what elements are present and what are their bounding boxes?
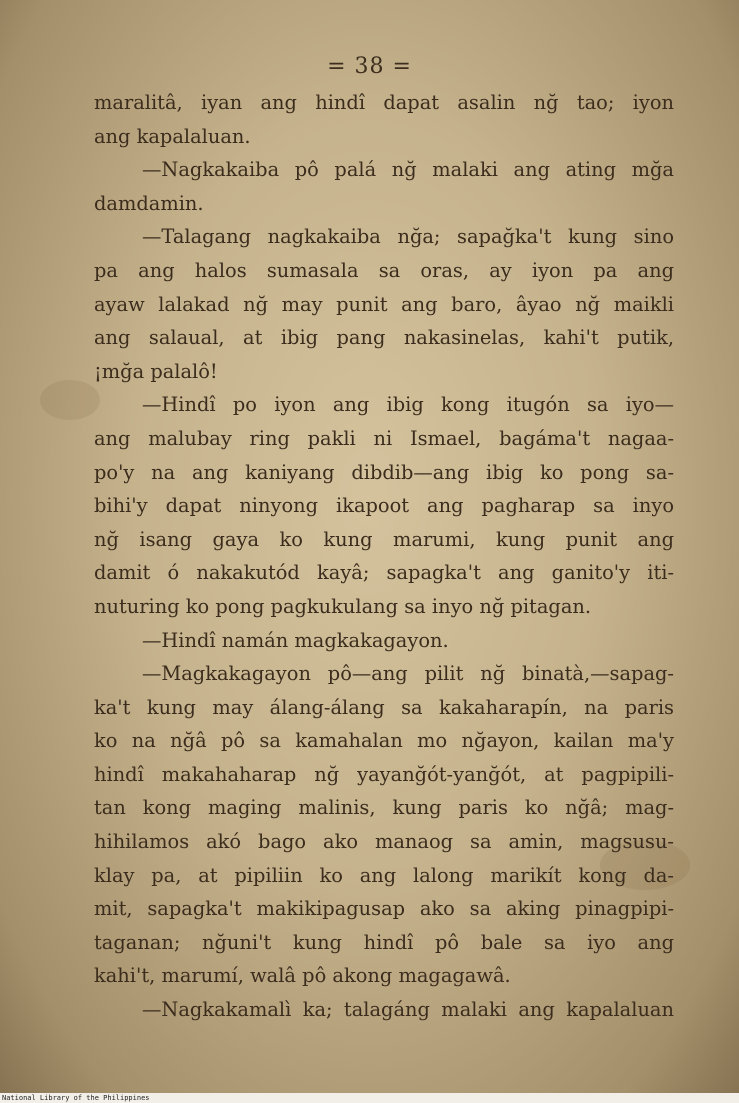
text-line: pa ang halos sumasala sa oras, ay iyon pa ang — [94, 258, 674, 282]
text-line: kahi't, marumí, walâ pô akong magagawâ. — [94, 964, 511, 988]
library-footer: National Library of the Philippines — [2, 1094, 150, 1102]
text-line: damit ó nakakutód kayâ; sapagka't ang ganito'y iti- — [94, 561, 674, 585]
page-text-body — [94, 86, 674, 1027]
text-line: hindî makahaharap nğ yayanğót-yanğót, at pagpipili- — [94, 762, 674, 786]
text-line: hihilamos akó bago ako manaog sa amin, magsusu- — [94, 830, 674, 854]
text-line: tan kong maging malinis, kung paris ko nğâ; mag- — [94, 796, 674, 820]
text-line: damdamin. — [94, 191, 204, 215]
text-line: —Nagkakamalì ka; talagáng malaki ang kapalaluan — [142, 998, 674, 1022]
text-line: bihi'y dapat ninyong ikapoot ang pagharap sa inyo — [94, 494, 674, 518]
text-line: po'y na ang kaniyang dibdib—ang ibig ko pong sa- — [94, 460, 674, 484]
text-line: —Talagang nagkakaiba nğa; sapağka't kung sino — [142, 225, 674, 249]
text-line: nğ isang gaya ko kung marumi, kung punit ang — [94, 527, 674, 551]
text-line: ¡mğa palalô! — [94, 359, 218, 383]
paper-stain — [40, 380, 100, 420]
text-line: —Nagkakaiba pô palá nğ malaki ang ating mğa — [142, 158, 674, 182]
text-line: taganan; nğuni't kung hindî pô bale sa iyo ang — [94, 930, 674, 954]
text-line: —Magkakagayon pô—ang pilit nğ binatà,—sapag- — [142, 662, 674, 686]
text-line: maralitâ, iyan ang hindî dapat asalin nğ tao; iyon — [94, 91, 674, 114]
text-line: —Hindî namán magkakagayon. — [142, 628, 449, 652]
text-line: ang malubay ring pakli ni Ismael, bagáma't nagaa- — [94, 426, 674, 450]
text-line: —Hindî po iyon ang ibig kong itugón sa iyo— — [142, 393, 674, 417]
text-line: ang kapalaluan. — [94, 124, 251, 148]
text-line: ka't kung may álang-álang sa kakaharapín, na paris — [94, 695, 674, 719]
text-line: nuturing ko pong pagkukulang sa inyo nğ pitagan. — [94, 594, 592, 618]
page-number: = 38 = — [327, 54, 412, 79]
text-line: ayaw lalakad nğ may punit ang baro, âyao nğ maikli — [94, 292, 674, 316]
text-line: ang salaual, at ibig pang nakasinelas, kahi't putik, — [94, 326, 674, 350]
text-line: klay pa, at pipiliin ko ang lalong marikít kong da- — [94, 863, 674, 887]
text-line: mit, sapagka't makikipagusap ako sa aking pinagpipi- — [94, 897, 674, 921]
text-line: ko na nğâ pô sa kamahalan mo nğayon, kailan ma'y — [94, 729, 674, 753]
